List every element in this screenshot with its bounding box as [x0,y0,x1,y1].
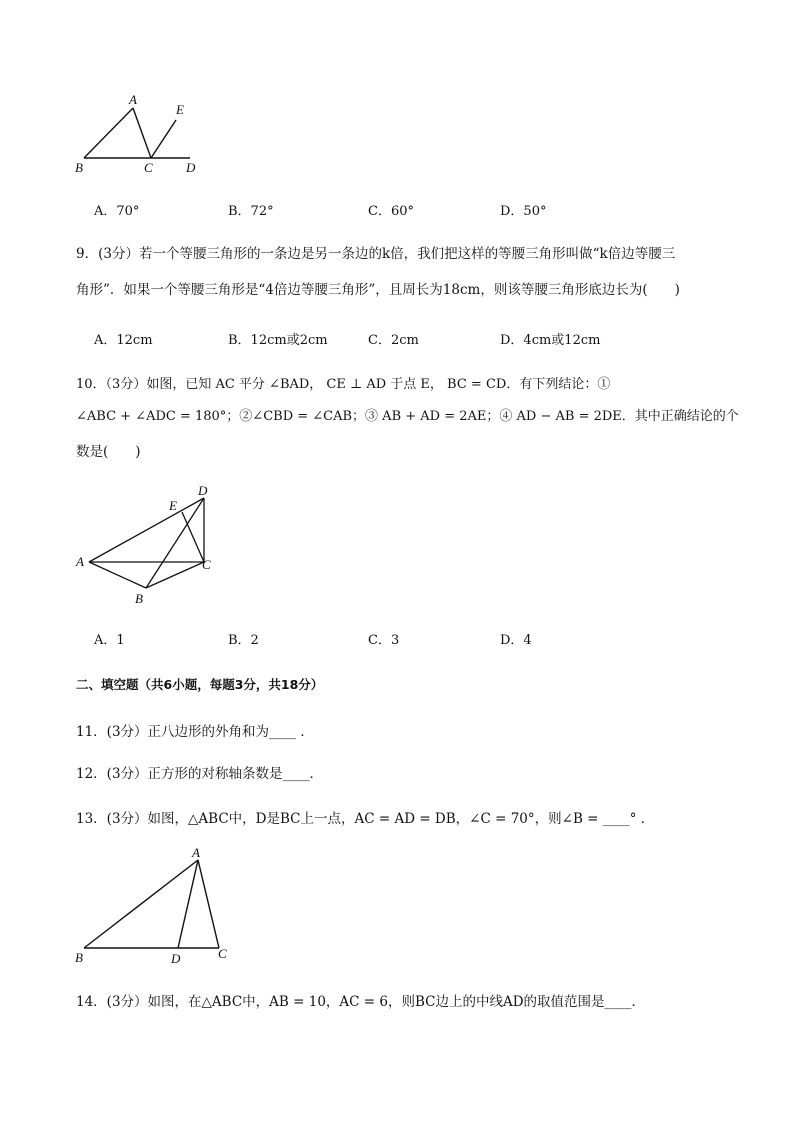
figure-q8 [70,92,210,182]
q11-text: 11．(3分）正八边形的外角和为____ ． [76,724,314,740]
q8-option-c[interactable]: C．60° [368,204,414,219]
q13-text: 13．(3分）如图，△ABC中，D是BC上一点，AC = AD = DB，∠C = 70°，则∠B = ____° ． [76,811,655,827]
q10-option-b[interactable]: B．2 [228,633,259,648]
q9-text-line2: 角形”．如果一个等腰三角形是“4倍边等腰三角形”，且周长为18cm，则该等腰三角形底边长为( ) [76,282,680,298]
q10-option-c[interactable]: C．3 [368,633,400,648]
fig8-label-e: E [176,102,184,117]
fig10-label-e: E [169,498,177,513]
figure-q13 [70,842,250,972]
fig13-label-d: D [171,951,181,966]
fig8-label-a: A [129,92,137,107]
q8-option-d[interactable]: D．50° [500,204,547,219]
fig8-label-b: B [75,160,83,175]
q8-option-b[interactable]: B．72° [228,204,274,219]
fig8-label-c: C [144,160,153,175]
figure-q10 [72,480,232,610]
q10-option-a[interactable]: A．1 [94,633,125,648]
q9-option-c[interactable]: C．2cm [368,333,419,348]
q12-text: 12．(3分）正方形的对称轴条数是____． [76,766,324,782]
q10-text-line2: ∠ABC + ∠ADC = 180°；②∠CBD = ∠CAB；③ AB + AD = 2AE；④ AD − AB = 2DE．其中正确结论的个 [76,409,739,424]
q14-text: 14．(3分）如图，在△ABC中，AB = 10，AC = 6，则BC边上的中线AD的取值范围是____． [76,994,646,1010]
fig10-label-c: C [202,557,211,572]
q10-option-d[interactable]: D．4 [500,633,532,648]
q9-option-b[interactable]: B．12cm或2cm [228,333,328,348]
fig10-label-d: D [198,483,208,498]
q10-text-line3: 数是( ) [76,444,141,460]
q9-text-line1: 9．(3分）若一个等腰三角形的一条边是另一条边的k倍，我们把这样的等腰三角形叫做“k倍边等腰三 [76,246,676,262]
q10-text-line1: 10．（3分）如图，已知 AC 平分 ∠BAD， CE ⊥ AD 于点 E， BC = CD．有下列结论：① [76,377,611,392]
fig13-label-b: B [75,950,83,965]
fig10-label-b: B [135,591,143,606]
fig10-label-a: A [76,554,84,569]
q9-option-a[interactable]: A．12cm [94,333,153,348]
q9-option-d[interactable]: D．4cm或12cm [500,333,601,348]
fig13-label-c: C [218,946,227,961]
fig13-label-a: A [192,845,200,860]
fig8-label-d: D [186,160,196,175]
q8-option-a[interactable]: A．70° [94,204,140,219]
section-title: 二、填空题（共6小题，每题3分，共18分） [76,677,324,692]
